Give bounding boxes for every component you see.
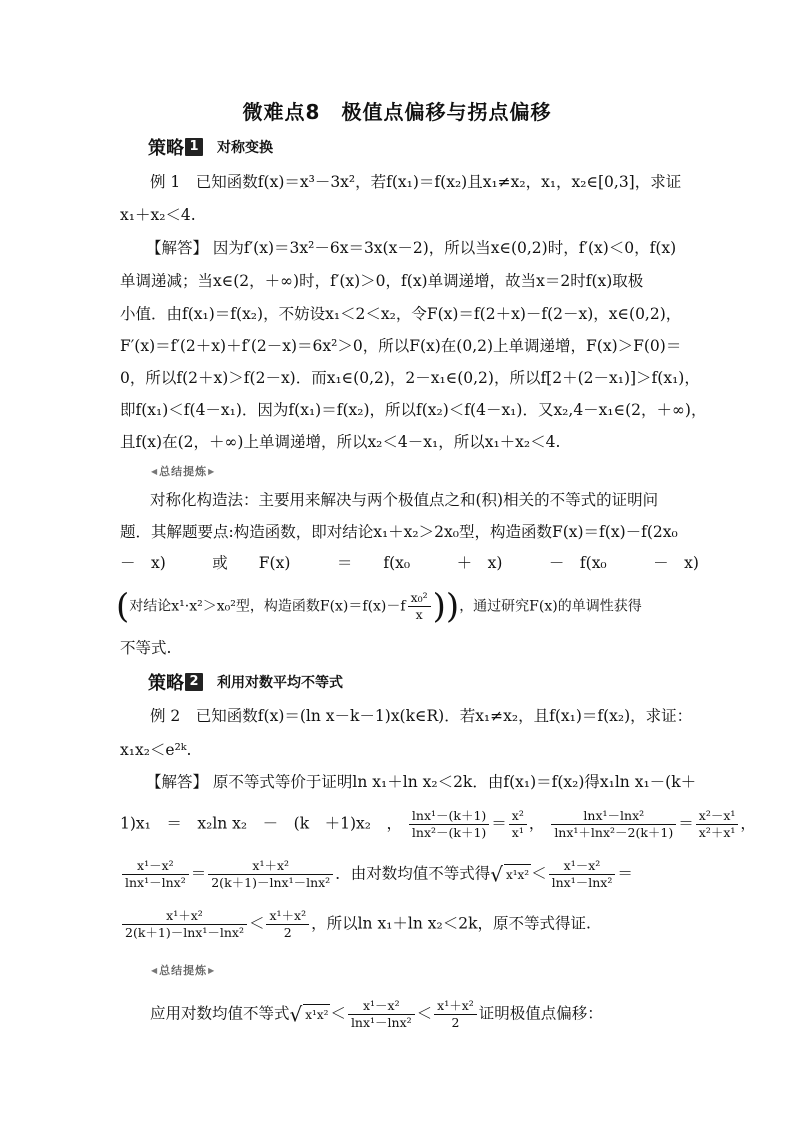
strategy-2-title: 利用对数平均不等式	[217, 675, 343, 691]
less-than-sign: ＜	[248, 914, 265, 933]
equals-sign: ＝	[617, 864, 633, 883]
solution-2-line-1: 【解答】 原不等式等价于证明ln x₁＋ln x₂＜2k．由f(x₁)＝f(x₂)得x₁ln x₁－(k＋	[146, 773, 697, 791]
summary-right-arrow-icon: ▶	[208, 965, 216, 975]
fraction-a	[348, 998, 415, 1031]
fraction-9-num: x¹＋x²	[266, 908, 309, 925]
fraction-8-num: x¹＋x²	[122, 908, 247, 925]
left-paren: (	[116, 586, 130, 627]
summary-1-line-5: 不等式.	[120, 639, 172, 657]
summary-left-arrow-icon: ◀	[151, 965, 159, 975]
example-1-line-2: x₁＋x₂＜4.	[120, 206, 196, 224]
fraction-1	[409, 808, 489, 841]
solution-2-line-4	[120, 908, 591, 941]
summary-1-line-4	[116, 586, 642, 627]
fraction-a-den: lnx¹－lnx²	[350, 1015, 412, 1030]
summary-1-fraction-denominator: x	[415, 607, 423, 622]
solution-2-line-3	[120, 858, 633, 891]
solution-1-line-3: 小值．由f(x₁)＝f(x₂)，不妨设x₁＜2＜x₂，令F(x)＝f(2＋x)－f(2－x)，x∈(0,2)，	[120, 305, 682, 323]
summary-1-line-3: － x) 或 F(x) ＝ f(x₀ ＋ x) － f(x₀ － x)	[120, 554, 699, 572]
solution-2-line-3-text: ．由对数均值不等式得	[335, 864, 491, 883]
fraction-6-den: 2(k＋1)－lnx¹－lnx²	[211, 875, 331, 890]
sqrt-icon: √	[490, 862, 503, 887]
sqrt-content: x¹x²	[504, 864, 531, 885]
summary-2-label-text: 总结提炼	[159, 964, 208, 977]
example-2-line-2: x₁x₂＜e²ᵏ.	[120, 741, 192, 759]
example-1-line-1: 例 1 已知函数f(x)＝x³－3x²，若f(x₁)＝f(x₂)且x₁≠x₂，x₁，x₂∈[0,3]，求证	[150, 173, 682, 191]
fraction-7	[549, 858, 616, 891]
summary-left-arrow-icon: ◀	[151, 466, 159, 476]
solution-1-line-7: 且f(x)在(2，＋∞)上单调递增，所以x₂＜4－x₁，所以x₁＋x₂＜4.	[120, 433, 561, 451]
summary-1-label	[150, 463, 216, 479]
fraction-2	[509, 808, 527, 841]
summary-2-line-1	[150, 998, 603, 1031]
strategy-2-badge-text: 策略	[148, 673, 184, 694]
strategy-2-heading	[148, 670, 343, 694]
fraction-5	[122, 858, 189, 891]
less-than-sign: ＜	[531, 864, 547, 883]
solution-1-line-2: 单调递减；当x∈(2，＋∞)时，f′(x)＞0，f(x)单调递增，故当x＝2时f(x)取极	[120, 272, 644, 290]
strategy-1-badge	[148, 134, 203, 160]
page-title: 微难点8 极值点偏移与拐点偏移	[242, 100, 552, 124]
fraction-2-num: x²	[509, 808, 527, 825]
sqrt-content: x¹x²	[303, 1004, 330, 1025]
fraction-5-num: x¹－x²	[122, 858, 189, 875]
fraction-b	[434, 998, 477, 1031]
fraction-b-num: x¹＋x²	[434, 998, 477, 1015]
summary-1-line-4-text-b: ，通过研究F(x)的单调性获得	[459, 598, 642, 615]
summary-2-label	[150, 962, 216, 978]
fraction-4-den: x²＋x¹	[698, 825, 736, 840]
solution-1-line-4: F′(x)＝f′(2＋x)＋f′(2－x)＝6x²＞0，所以F(x)在(0,2)上单调递增，F(x)＞F(0)＝	[120, 337, 682, 355]
fraction-1-num: lnx¹－(k＋1)	[409, 808, 489, 825]
summary-2-text-pre: 应用对数均值不等式	[150, 1004, 290, 1023]
solution-1-line-6: 即f(x₁)＜f(4－x₁)．因为f(x₁)＝f(x₂)，所以f(x₂)＜f(4－x₁)．又x₂,4－x₁∈(2，＋∞)，	[120, 401, 707, 419]
fraction-1-den: lnx²－(k＋1)	[411, 825, 487, 840]
fraction-5-den: lnx¹－lnx²	[125, 875, 186, 890]
summary-right-arrow-icon: ▶	[208, 466, 216, 476]
fraction-9	[266, 908, 309, 941]
summary-1-line-1: 对称化构造法：主要用来解决与两个极值点之和(积)相关的不等式的证明问	[150, 491, 659, 509]
equals-sign: ＝	[190, 864, 207, 883]
equals-sign: ＝	[491, 814, 507, 833]
right-paren: ))	[432, 586, 460, 627]
fraction-4	[696, 808, 739, 841]
less-than-sign: ＜	[330, 1004, 346, 1023]
summary-1-label-text: 总结提炼	[159, 465, 208, 478]
example-2-line-1: 例 2 已知函数f(x)＝(ln x－k－1)x(k∈R)．若x₁≠x₂，且f(x₁)＝f(x₂)，求证：	[150, 707, 693, 725]
strategy-1-heading	[148, 135, 273, 159]
solution-2-line-2-text: 1)x₁ ＝ x₂ln x₂ － (k ＋1)x₂ ，	[120, 814, 402, 833]
strategy-1-title: 对称变换	[217, 140, 273, 156]
strategy-1-badge-number: 1	[185, 138, 203, 156]
fraction-6	[208, 858, 333, 891]
less-than-sign: ＜	[416, 1004, 433, 1023]
strategy-1-badge-text: 策略	[148, 138, 184, 159]
solution-2-line-2	[120, 808, 756, 841]
fraction-3	[551, 808, 676, 841]
fraction-7-num: x¹－x²	[549, 858, 616, 875]
strategy-2-badge	[148, 669, 203, 695]
fraction-a-num: x¹－x²	[348, 998, 415, 1015]
comma: ，	[740, 814, 756, 833]
solution-1-line-5: 0，所以f(2＋x)＞f(2－x)．而x₁∈(0,2)，2－x₁∈(0,2)，所以f[2＋(2－x₁)]＞f(x₁)，	[120, 369, 700, 387]
fraction-4-num: x²－x¹	[696, 808, 739, 825]
summary-1-line-2: 题．其解题要点:构造函数，即对结论x₁＋x₂＞2x₀型，构造函数F(x)＝f(x)－f(2x₀	[120, 523, 678, 541]
sqrt-icon: √	[289, 1002, 303, 1027]
summary-1-fraction-numerator: x₀²	[408, 590, 431, 607]
fraction-2-den: x¹	[511, 825, 524, 840]
strategy-2-badge-number: 2	[185, 673, 203, 691]
fraction-8	[122, 908, 247, 941]
solution-2-line-4-text: ，所以ln x₁＋ln x₂＜2k，原不等式得证.	[311, 914, 591, 933]
fraction-9-den: 2	[283, 925, 292, 940]
summary-2-text-post: 证明极值点偏移：	[478, 1004, 603, 1023]
fraction-b-den: 2	[451, 1015, 460, 1030]
fraction-3-den: lnx¹＋lnx²－2(k＋1)	[554, 825, 674, 840]
solution-1-line-1: 【解答】 因为f′(x)＝3x²－6x＝3x(x－2)，所以当x∈(0,2)时，f′(x)＜0，f(x)	[146, 239, 677, 257]
fraction-8-den: 2(k＋1)－lnx¹－lnx²	[125, 925, 244, 940]
fraction-7-den: lnx¹－lnx²	[551, 875, 613, 890]
fraction-6-num: x¹＋x²	[208, 858, 333, 875]
comma: ，	[528, 814, 545, 833]
summary-1-fraction	[408, 590, 431, 623]
summary-1-line-4-text-a: 对结论x¹·x²＞x₀²型，构造函数F(x)＝f(x)－f	[129, 598, 406, 615]
fraction-3-num: lnx¹－lnx²	[551, 808, 676, 825]
equals-sign: ＝	[678, 814, 694, 833]
